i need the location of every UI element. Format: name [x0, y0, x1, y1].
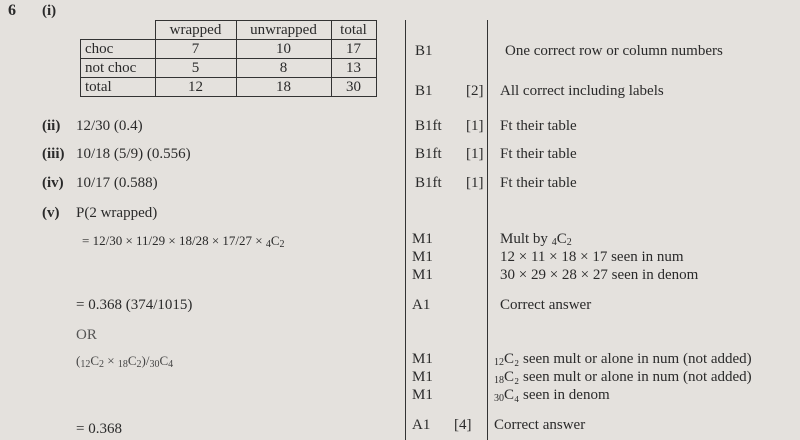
mark-cell: A1: [412, 297, 431, 313]
mark-cell: B1ft: [415, 146, 442, 162]
part-i-label: (i): [42, 3, 57, 19]
part-label: (iv): [42, 175, 64, 191]
comment-cell: Ft their table: [500, 175, 577, 191]
comment-cell: 12 × 11 × 18 × 17 seen in num: [500, 249, 684, 265]
probability-expression: = $12/30 \times 11/29 \times 18/28 \times 17/27 \times _4C_2$: [82, 233, 285, 250]
table-cell: choc: [81, 40, 156, 59]
question-number: 6: [8, 2, 16, 19]
comment-cell: Mult by $_4C_2$: [500, 231, 572, 248]
comment-cell: 30 × 29 × 28 × 27 seen in denom: [500, 267, 699, 283]
mark-cell: M1: [412, 249, 433, 265]
table-cell: 18: [236, 78, 331, 97]
part-label: (ii): [42, 118, 61, 134]
table-cell: 7: [155, 40, 236, 59]
total-cell: [1]: [466, 146, 484, 162]
total-cell: [1]: [466, 175, 484, 191]
table-row: [81, 78, 377, 97]
comment-cell: Ft their table: [500, 118, 577, 134]
mark-cell: B1ft: [415, 175, 442, 191]
comment-cell: $_{12}$C₂ seen mult or alone in num (not added): [494, 351, 752, 368]
mark-cell: B1: [415, 43, 433, 59]
table-cell: 12: [155, 78, 236, 97]
table-cell: 30: [331, 78, 376, 97]
table-cell: not choc: [81, 59, 156, 78]
answer-text: 10/18 (5/9) (0.556): [76, 146, 191, 162]
table-cell: total: [81, 78, 156, 97]
column-divider-total: [487, 20, 488, 440]
answer-text: = 0.368 (374/1015): [76, 297, 193, 313]
mark-cell: M1: [412, 369, 433, 385]
table-cell: 17: [331, 40, 376, 59]
answer-text: 10/17 (0.588): [76, 175, 158, 191]
comment-cell: $_{30}$C₄ seen in denom: [494, 387, 610, 404]
table-row: [81, 59, 377, 78]
mark-cell: M1: [412, 351, 433, 367]
contingency-table: [80, 20, 377, 97]
table-cell: 13: [331, 59, 376, 78]
total-cell: [2]: [466, 83, 484, 99]
mark-cell: M1: [412, 231, 433, 247]
final-answer: = 0.368: [76, 421, 122, 437]
part-label: (v): [42, 205, 60, 221]
table-header-row: [81, 21, 377, 40]
table-cell: 5: [155, 59, 236, 78]
mark-cell: M1: [412, 387, 433, 403]
comment-cell: Correct answer: [500, 297, 592, 313]
answer-heading: P(2 wrapped): [76, 205, 158, 221]
table-header-cell: total: [331, 21, 376, 40]
comment-cell: $_{18}$C₂ seen mult or alone in num (not added): [494, 369, 752, 386]
comment-cell: Ft their table: [500, 146, 577, 162]
table-header-cell: unwrapped: [236, 21, 331, 40]
mark-cell: B1: [415, 83, 433, 99]
total-cell: [4]: [454, 417, 472, 433]
table-header-cell: wrapped: [155, 21, 236, 40]
table-header-blank: [81, 21, 156, 40]
table-row: [81, 40, 377, 59]
alt-expression: $(_{12}C_2 \times _{18}C_2)/_{30}C_4$: [76, 353, 174, 370]
mark-cell: A1: [412, 417, 431, 433]
table-cell: 8: [236, 59, 331, 78]
table-cell: 10: [236, 40, 331, 59]
or-label: OR: [76, 327, 97, 343]
comment-cell: Correct answer: [494, 417, 586, 433]
answer-text: 12/30 (0.4): [76, 118, 143, 134]
total-cell: [1]: [466, 118, 484, 134]
comment-cell: One correct row or column numbers: [505, 43, 723, 59]
comment-cell: All correct including labels: [500, 83, 664, 99]
mark-cell: B1ft: [415, 118, 442, 134]
mark-cell: M1: [412, 267, 433, 283]
column-divider-mark: [405, 20, 406, 440]
part-label: (iii): [42, 146, 65, 162]
